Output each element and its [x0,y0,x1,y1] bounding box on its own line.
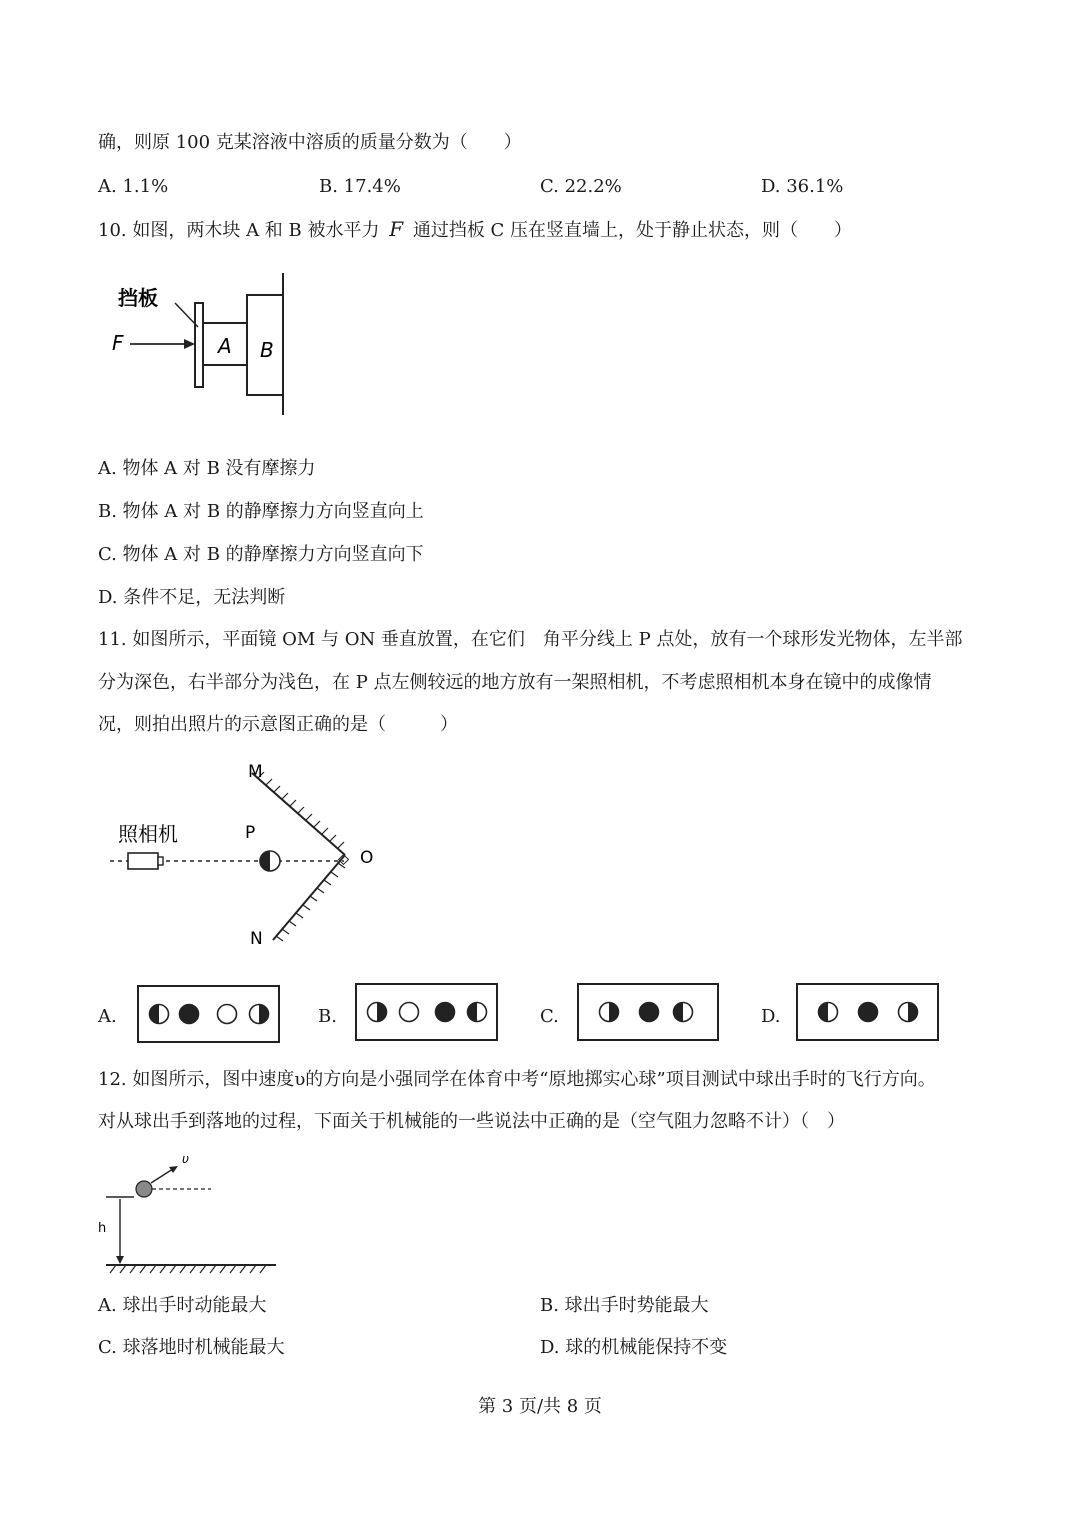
ball-empty [218,1005,237,1024]
ball-left-dark [674,1003,693,1022]
q12-figure [96,1152,286,1277]
ball-full-dark [180,1005,199,1024]
q9-stem-tail: 确，则原 100 克某溶液中溶质的质量分数为（ ） [98,132,522,153]
q11-option-b-box [355,983,498,1041]
ball-right-dark [250,1005,269,1024]
ball-right-dark [600,1003,619,1022]
q11-option-c-balls [579,985,717,1039]
height-arrow-head [116,1256,124,1264]
q10-stem [98,217,852,243]
ball-right-dark [899,1003,918,1022]
q10-option-d: D. 条件不足，无法判断 [98,587,286,608]
q11-option-a-label: A. [98,1006,117,1027]
q10-option-c: C. 物体 A 对 B 的静摩擦力方向竖直向下 [98,544,424,565]
mirror-om [252,773,345,855]
ball-left-dark [150,1005,169,1024]
q11-option-d-balls [798,985,937,1039]
q10-stem-after: 通过挡板 C 压在竖直墙上，处于静止状态，则（ ） [412,220,853,241]
ball [136,1181,152,1197]
q11-option-b-label: B. [318,1006,337,1027]
ball-right-dark [368,1003,387,1022]
q10-stem-before: 10. 如图，两木块 A 和 B 被水平力 [98,220,380,241]
ball-left-dark [468,1003,487,1022]
ground-hatching [110,1265,266,1273]
camera-label: 照相机 [118,822,178,846]
q11-option-c-label: C. [540,1006,559,1027]
object-p-dark-half [260,851,270,871]
q12-option-b: B. 球出手时势能最大 [540,1295,709,1316]
m-label: M [248,762,263,782]
q9-option-d: D. 36.1% [761,176,844,197]
mirror-on [273,855,345,940]
camera-lens [158,857,163,865]
ball-full-dark [436,1003,455,1022]
q11-option-d-label: D. [761,1006,781,1027]
q9-option-a: A. 1.1% [98,176,169,197]
velocity-label: υ [182,1152,189,1166]
q10-option-b: B. 物体 A 对 B 的静摩擦力方向竖直向上 [98,501,424,522]
page-footer: 第 3 页/共 8 页 [478,1396,602,1417]
q9-option-c: C. 22.2% [540,176,622,197]
q11-option-a-box [137,985,280,1043]
q11-option-b-balls [357,985,496,1039]
q11-option-c-box [577,983,719,1041]
q10-force-symbol: F [389,217,404,241]
ball-full-dark [640,1003,659,1022]
block-b-label: B [260,338,274,362]
q11-option-a-balls [139,987,278,1041]
q12-stem-line-1: 12. 如图所示，图中速度υ的方向是小强同学在体育中考“原地掷实心球”项目测试中球出手时的飞行方向。 [98,1069,936,1090]
camera-body [128,853,158,869]
height-label: h [98,1221,107,1236]
q11-option-d-box [796,983,939,1041]
ball-empty [400,1003,419,1022]
q10-option-a: A. 物体 A 对 B 没有摩擦力 [98,458,316,479]
q11-stem-line-1: 11. 如图所示，平面镜 OM 与 ON 垂直放置，在它们 角平分线上 P 点处，放有一个球形发光物体，左半部 [98,629,963,650]
p-label: P [245,823,256,843]
q11-figure [100,755,400,955]
q11-stem-line-2: 分为深色，右半部分为浅色，在 P 点左侧较远的地方放有一架照相机，不考虑照相机本身在镜中的成像情 [98,672,932,693]
n-label: N [250,929,263,949]
q11-stem-line-3: 况，则拍出照片的示意图正确的是（ ） [98,714,458,735]
q12-option-d: D. 球的机械能保持不变 [540,1337,728,1358]
force-label: F [112,331,124,355]
q12-stem-line-2: 对从球出手到落地的过程，下面关于机械能的一些说法中正确的是（空气阻力忽略不计）（ ） [98,1111,845,1132]
q10-figure [100,265,300,425]
baffle-plate [195,303,203,387]
baffle-label: 挡板 [118,286,158,310]
q12-option-c: C. 球落地时机械能最大 [98,1337,285,1358]
force-arrow-head [184,339,195,349]
ball-left-dark [819,1003,838,1022]
velocity-arrow-head [169,1166,178,1173]
ball-full-dark [859,1003,878,1022]
q9-option-b: B. 17.4% [319,176,401,197]
o-label: O [360,848,374,868]
q12-option-a: A. 球出手时动能最大 [98,1295,267,1316]
block-a-label: A [218,334,232,358]
